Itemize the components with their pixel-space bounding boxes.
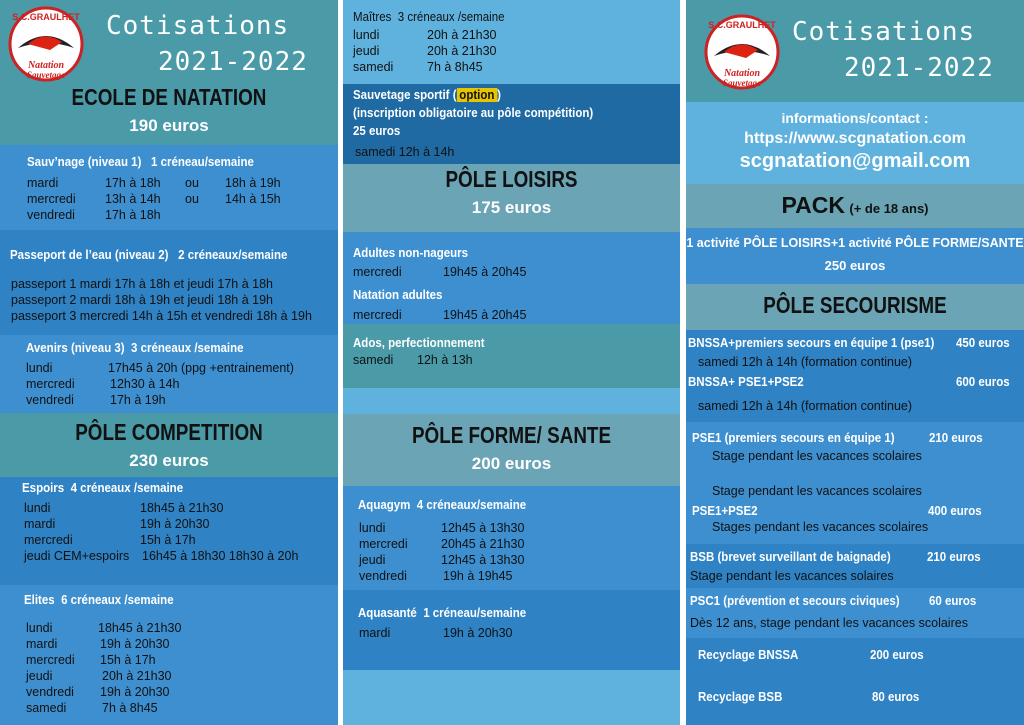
page-title: Cotisations — [106, 11, 290, 41]
passeport-title: Passeport de l’eau (niveau 2) 2 créneaux/semaine — [10, 248, 288, 262]
pse2-note-top: Stage pendant les vacances scolaires — [712, 484, 922, 498]
option-badge: option — [457, 88, 498, 102]
psc1-title: PSC1 (prévention et secours civiques) — [690, 594, 900, 608]
natation-title: Natation adultes — [353, 288, 443, 302]
passeport-block — [0, 230, 338, 335]
ados-title: Ados, perfectionnement — [353, 336, 485, 350]
header-block — [686, 0, 1024, 102]
secourisme-title: PÔLE SECOURISME — [763, 292, 947, 318]
forme-header — [343, 414, 680, 486]
bsb-note: Stage pendant les vacances solaires — [690, 569, 894, 583]
spacer-block — [343, 388, 680, 414]
column-right — [686, 0, 1024, 725]
pse1-price: 210 euros — [929, 431, 983, 445]
contact-block — [686, 102, 1024, 184]
bsb-price: 210 euros — [927, 550, 981, 564]
svg-text:Natation: Natation — [27, 60, 65, 71]
rec-bnssa-price: 200 euros — [870, 648, 924, 662]
ecole-title: ECOLE DE NATATION — [71, 84, 267, 110]
pack-block — [686, 228, 1024, 284]
recyclage-block — [686, 638, 1024, 725]
pse1-title: PSE1 (premiers secours en équipe 1) — [692, 431, 895, 445]
bnssa2-price: 600 euros — [956, 375, 1010, 389]
sauvetage-price: 25 euros — [353, 124, 401, 138]
bnssa1-time: samedi 12h à 14h (formation continue) — [698, 355, 913, 369]
bnssa2-title: BNSSA+ PSE1+PSE2 — [688, 375, 804, 389]
bnssa-block — [686, 330, 1024, 422]
contact-email[interactable]: scgnatation@gmail.com — [739, 150, 971, 172]
forme-title: PÔLE FORME/ SANTE — [411, 422, 612, 448]
page-title: Cotisations — [792, 17, 976, 47]
ecole-header-block — [0, 0, 338, 145]
elites-title: Elites 6 créneaux /semaine — [24, 593, 174, 607]
aquasante-title: Aquasanté 1 créneau/semaine — [358, 606, 527, 620]
psc1-note: Dès 12 ans, stage pendant les vacances scolaires — [690, 616, 968, 630]
psc1-block — [686, 588, 1024, 638]
rec-bnssa-title: Recyclage BNSSA — [698, 648, 799, 662]
contact-url[interactable]: https://www.scgnatation.com — [744, 130, 966, 147]
passeport-row: passeport 3 mercredi 14h à 15h et vendredi 18h à 19h — [11, 309, 312, 323]
passeport-row: passeport 1 mardi 17h à 18h et jeudi 17h à 18h — [11, 277, 273, 291]
pack-title-row: PACK (+ de 18 ans) — [781, 192, 929, 218]
loisirs-header — [343, 164, 680, 232]
rec-bsb-title: Recyclage BSB — [698, 690, 783, 704]
sauvnage-block: Sauv’nage (niveau 1) 1 créneau/semaine mardi 17h à 18h ou 18h à 19h mercredi 13h à 14h ou 14h à 15h vendredi 17h à 18h — [0, 145, 338, 230]
bsb-title: BSB (brevet surveillant de baignade) — [690, 550, 891, 564]
aquasante-block: Aquasanté 1 créneau/semaine mardi 19h à 20h30 — [343, 590, 680, 670]
avenirs-title: Avenirs (niveau 3) 3 créneaux /semaine — [26, 341, 244, 355]
competition-title: PÔLE COMPETITION — [75, 419, 263, 445]
bnssa1-title: BNSSA+premiers secours en équipe 1 (pse1) — [688, 336, 935, 350]
loisirs-price: 175 euros — [471, 198, 552, 217]
aquagym-block: Aquagym 4 créneaux/semaine lundi 12h45 à 13h30 mercredi 20h45 à 21h30 jeudi 12h45 à 13h30 vendredi 19h à 19h45 — [343, 486, 680, 590]
svg-text:Sauvetage: Sauvetage — [27, 70, 65, 80]
espoirs-block: Espoirs 4 créneaux /semaine lundi 18h45 à 21h30 mardi 19h à 20h30 mercredi 15h à 17h jeudi CEM+espoirs 16h45 à 18h30 18h30 à 20h — [0, 477, 338, 585]
rec-bsb-price: 80 euros — [872, 690, 920, 704]
bsb-block — [686, 544, 1024, 588]
pse1-note: Stage pendant les vacances scolaires — [712, 449, 922, 463]
pack-header — [686, 184, 1024, 228]
bnssa2-time: samedi 12h à 14h (formation continue) — [698, 399, 913, 413]
season: 2021-2022 — [158, 47, 308, 77]
column-left — [0, 0, 338, 725]
secourisme-header — [686, 284, 1024, 330]
sauvetage-time: samedi 12h à 14h — [355, 145, 455, 159]
svg-text:S.C.GRAULHET: S.C.GRAULHET — [708, 20, 776, 30]
bnssa1-price: 450 euros — [956, 336, 1010, 350]
competition-header — [0, 413, 338, 477]
pse2-price: 400 euros — [928, 504, 982, 518]
maitres-block: Maîtres 3 créneaux /semaine lundi 20h à 21h30 jeudi 20h à 21h30 samedi 7h à 8h45 — [343, 0, 680, 84]
ados-block: Ados, perfectionnement samedi 12h à 13h — [343, 324, 680, 388]
sauvnage-title: Sauv’nage (niveau 1) 1 créneau/semaine — [27, 155, 254, 169]
club-logo — [702, 12, 782, 92]
passeport-row: passeport 2 mardi 18h à 19h et jeudi 18h à 19h — [11, 293, 273, 307]
psc1-price: 60 euros — [929, 594, 977, 608]
avenirs-block: Avenirs (niveau 3) 3 créneaux /semaine lundi 17h45 à 20h (ppg +entrainement) mercredi 12h30 à 14h vendredi 17h à 19h — [0, 335, 338, 413]
competition-price: 230 euros — [129, 451, 209, 470]
adultes-block: Adultes non-nageurs mercredi 19h45 à 20h45 Natation adultes mercredi 19h45 à 20h45 — [343, 232, 680, 324]
spacer-block — [343, 670, 680, 725]
loisirs-title: PÔLE LOISIRS — [445, 166, 578, 192]
column-middle — [343, 0, 680, 725]
pse-block — [686, 422, 1024, 544]
sauvetage-block — [343, 84, 680, 164]
club-logo — [6, 4, 86, 84]
svg-text:Natation: Natation — [723, 68, 761, 79]
espoirs-title: Espoirs 4 créneaux /semaine — [22, 481, 184, 495]
pack-price: 250 euros — [824, 258, 886, 273]
svg-text:S.C.GRAULHET: S.C.GRAULHET — [12, 12, 80, 22]
sauvetage-title: Sauvetage sportif ( option ) — [353, 88, 502, 102]
aquagym-title: Aquagym 4 créneaux/semaine — [358, 498, 527, 512]
pse2-note: Stages pendant les vacances scolaires — [712, 520, 929, 534]
contact-label: informations/contact : — [781, 110, 929, 126]
sauvetage-note: (inscription obligatoire au pôle compétition) — [353, 106, 594, 120]
maitres-title: Maîtres 3 créneaux /semaine — [353, 10, 505, 24]
pack-desc: 1 activité PÔLE LOISIRS+1 activité PÔLE FORME/SANTE — [686, 236, 1024, 250]
season: 2021-2022 — [844, 53, 994, 83]
forme-price: 200 euros — [471, 454, 552, 473]
elites-block: Elites 6 créneaux /semaine lundi 18h45 à 21h30 mardi 19h à 20h30 mercredi 15h à 17h jeudi 20h à 21h30 vendredi 19h à 20h30 samedi 7h à 8h45 — [0, 585, 338, 725]
adultes-title: Adultes non-nageurs — [353, 246, 469, 260]
ecole-price: 190 euros — [129, 116, 209, 135]
pse2-title: PSE1+PSE2 — [692, 504, 758, 518]
svg-text:Sauvetage: Sauvetage — [723, 78, 761, 88]
